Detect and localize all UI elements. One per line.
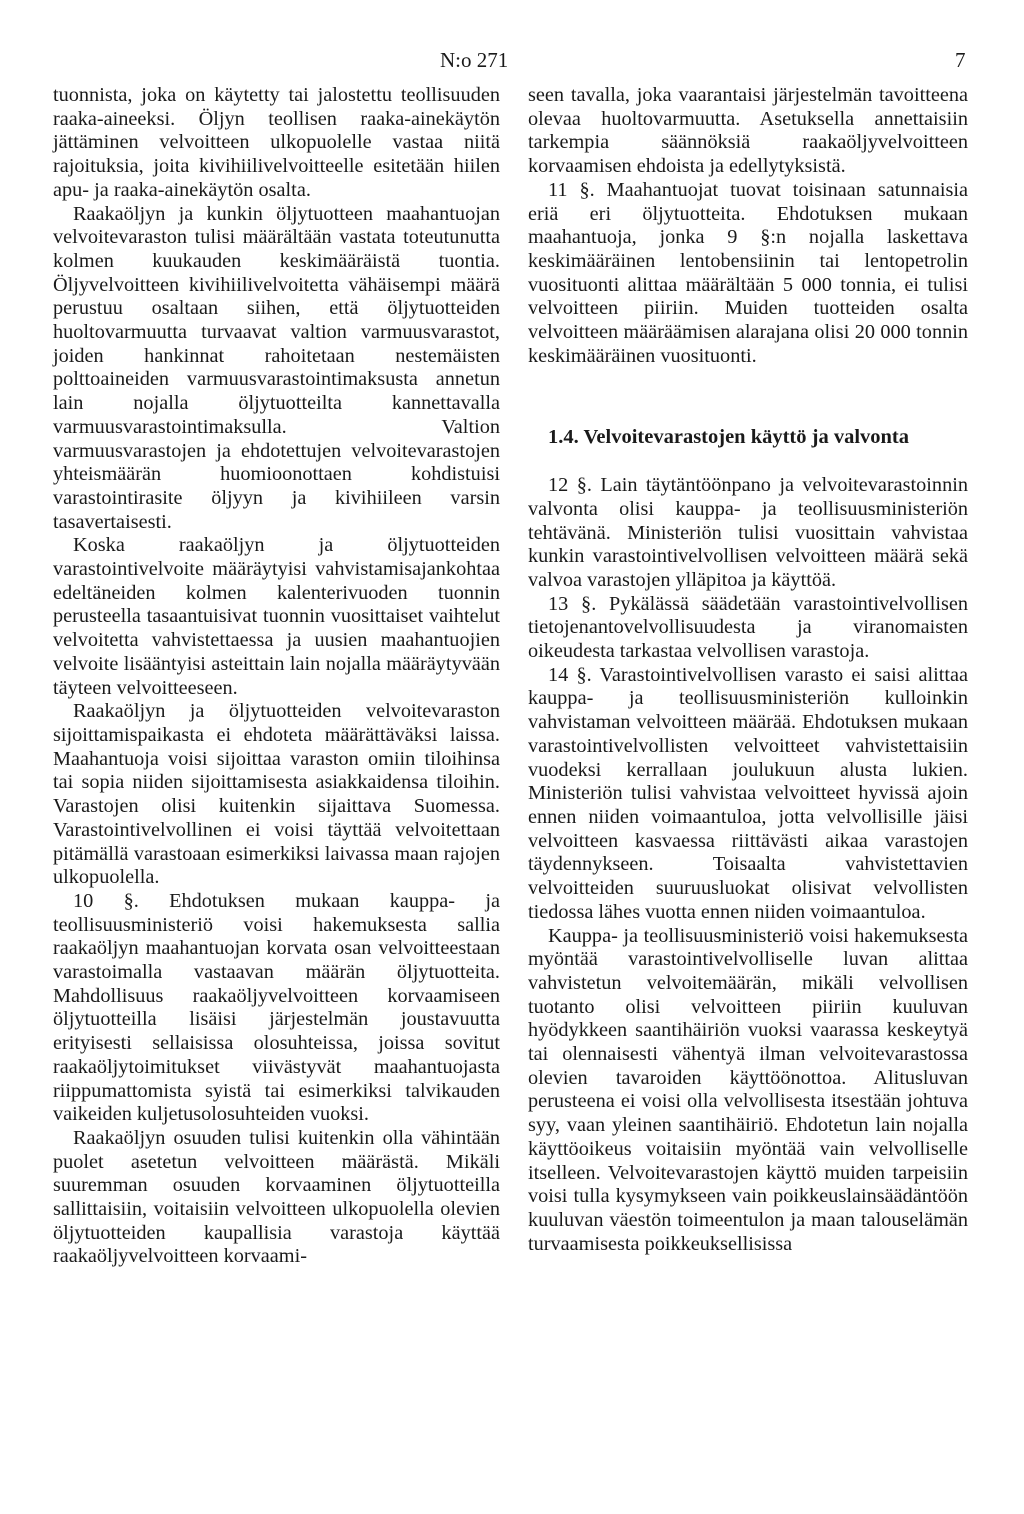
paragraph: tuonnista, joka on käytetty tai jalostettu teollisuuden raaka-aineeksi. Öljyn teollisen raaka-ainekäytön jättäminen velvoitteen ulkopuolelle vastaa niitä rajoituksia, joita kivihiilivelvoitteelle esitetään hiilen apu- ja raaka-ainekäytön osalta. — [53, 84, 500, 201]
section-heading: 1.4. Velvoitevarastojen käyttö ja valvonta — [548, 426, 910, 449]
paragraph: 14 §. Varastointivelvollisen varasto ei saisi alittaa kauppa- ja teollisuusministeriön kulloinkin vahvistaman velvoitteen määrää. Ehdotuksen mukaan varastointivelvollisten velvoitteet vahvistettaisiin vuodeksi kerrallaan joulukuun alusta lukien. Ministeriön tulisi vahvistaa velvoitteet hyvissä ajoin ennen niiden voimaantuloa, jotta velvollisille jäisi velvoitteen kasvaessa riittävästi aikaa varastojen täydennykseen. Toisaalta vahvistettavien velvoitteiden suuruusluokat olisivat velvollisten tiedossa lähes vuotta ennen niiden voimaantuloa. — [528, 663, 968, 923]
paragraph: 13 §. Pykälässä säädetään varastointivelvollisen tietojenantovelvollisuudesta ja viranomaisten oikeudesta tarkastaa velvollisen varastoja. — [528, 592, 968, 663]
paragraph: seen tavalla, joka vaarantaisi järjestelmän tavoitteena olevaa huoltovarmuutta. Asetuksella annettaisiin tarkempia säännöksiä raakaöljyvelvoitteen korvaamisen ehdoista ja edellytyksistä. — [528, 84, 968, 178]
paragraph: 11 §. Maahantuojat tuovat toisinaan satunnaisia eriä eri öljytuotteita. Ehdotuksen mukaan maahantuoja, jonka 9 §:n nojalla laskettava keskimääräinen lentobensiinin tai lentopetrolin vuosituonti alittaa määrältään 5 000 tonnia, ei tulisi velvoitteen piiriin. Muiden tuotteiden osalta velvoitteen määräämisen alarajana olisi 20 000 tonnin keskimääräinen vuosituonti. — [528, 178, 968, 367]
page-number: 7 — [955, 48, 966, 72]
paragraph: 12 §. Lain täytäntöönpano ja velvoitevarastoinnin valvonta olisi kauppa- ja teollisuusministeriön tehtävänä. Ministeriön tulisi vuosittain vahvistaa kunkin varastointivelvollisen velvoitteen määrä sekä valvoa varastojen ylläpitoa ja käyttöä. — [528, 474, 968, 591]
right-column — [528, 84, 968, 1256]
page-header — [0, 48, 1024, 78]
paragraph: Kauppa- ja teollisuusministeriö voisi hakemuksesta myöntää varastointivelvolliselle luvan alittaa vahvistetun velvoitemäärän, mikäli velvollisen tuotanto olisi velvoitteen piiriin kuuluvan hyödykkeen saantihäiriön vuoksi vaarassa keskeytyä tai olennaisesti vähentyä ilman velvoitevarastossa olevien tavaroiden käyttöönottoa. Alitusluvan perusteena ei voisi olla velvollisesta itsestään johtuva syy, vaan yleinen saantihäiriö. Ehdotetun lain nojalla käyttöoikeus voitaisiin myöntää vain velvolliselle itselleen. Velvoitevarastojen käyttö muiden tarpeisiin voisi tulla kysymykseen vain poikkeuslainsäädäntöön kuuluvan väestön toimeentulon ja maan talouselämän turvaamisesta poikkeuksellisissa — [528, 924, 968, 1255]
left-column — [53, 84, 500, 1269]
paragraph: Koska raakaöljyn ja öljytuotteiden varastointivelvoite määräytyisi vahvistamisajankohtaa edeltäneiden kolmen kalenterivuoden tuonnin perusteella tasaantuisivat tuonnin vuosittaiset vaihtelut velvoitetta vahvistettaessa ja uusien maahantuojien velvoite lisääntyisi asteittain lain nojalla määräytyvään täyteen velvoitteeseen. — [53, 534, 500, 699]
document-number: N:o 271 — [440, 48, 509, 72]
paragraph: Raakaöljyn ja öljytuotteiden velvoitevaraston sijoittamispaikasta ei ehdoteta määrättäväksi laissa. Maahantuoja voisi sijoittaa varaston omiin tiloihinsa tai sopia niiden sijoittamisesta asiakkaidensa tiloihin. Varastojen olisi kuitenkin sijaittava Suomessa. Varastointivelvollinen ei voisi täyttää velvoitettaan pitämällä varastoaan esimerkiksi laivassa maan rajojen ulkopuolella. — [53, 700, 500, 889]
paragraph: 10 §. Ehdotuksen mukaan kauppa- ja teollisuusministeriö voisi hakemuksesta sallia raakaöljyn maahantuojan korvata osan velvoitteestaan varastoimalla vastaavan määrän öljytuotteita. Mahdollisuus raakaöljyvelvoitteen korvaamiseen öljytuotteilla lisäisi järjestelmän joustavuutta erityisesti sellaisissa olosuhteissa, joissa sovitut raakaöljytoimitukset viivästyvät maahantuojasta riippumattomista syistä tai esimerkiksi talvikauden vaikeiden kuljetusolosuhteiden vuoksi. — [53, 889, 500, 1126]
paragraph: Raakaöljyn osuuden tulisi kuitenkin olla vähintään puolet asetetun velvoitteen määrästä. Mikäli suuremman osuuden korvaaminen öljytuotteilla sallittaisiin, voitaisiin velvoitteen ulkopuolella olevien öljytuotteiden kaupallisia varastoja käyttää raakaöljyvelvoitteen korvaami- — [53, 1126, 500, 1268]
spacer — [528, 450, 968, 474]
spacer — [528, 368, 968, 426]
paragraph: Raakaöljyn ja kunkin öljytuotteen maahantuojan velvoitevaraston tulisi määrältään vastata toteutunutta kolmen kuukauden keskimääräistä tuontia. Öljyvelvoitteen kivihiilivelvoitetta vähäisempi määrä perustuu osaltaan siihen, että öljytuotteiden huoltovarmuutta turvaavat valtion varmuusvarastot, joiden hankinnat rahoitetaan nestemäisten polttoaineiden varmuusvarastointimaksusta annetun lain nojalla öljytuotteilta kannettavalla varmuusvarastointimaksulla. Valtion varmuusvarastojen ja ehdotettujen velvoitevarastojen yhteismäärän huomioonottaen kohdistuisi varastointirasite öljyyn ja kivihiileen varsin tasavertaisesti. — [53, 202, 500, 533]
